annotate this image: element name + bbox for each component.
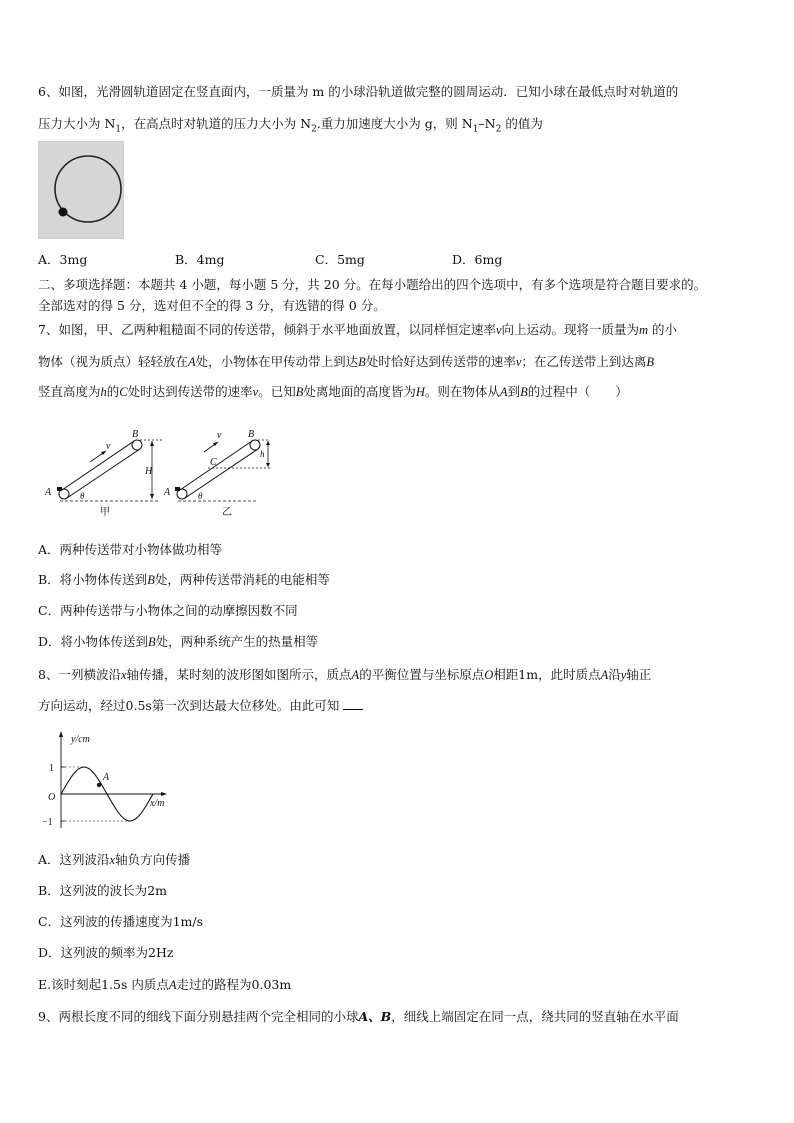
q8-option-value: 0.03m	[251, 977, 292, 992]
q7-option-var: B	[148, 635, 156, 649]
object-right	[175, 487, 180, 491]
q7-option-text: 处，两种系统产生的热量相等	[155, 634, 319, 649]
q7-text: 竖直高度为	[38, 384, 101, 399]
section2-instructions: 全部选对的得 5 分，选对但不全的得 3 分，有选错的得 0 分。	[38, 298, 386, 313]
q8-option-text: B．这列波的波长为	[38, 883, 148, 898]
label-b-left: B	[132, 429, 139, 440]
q6-text: ，在高点时对轨道的压力大小为 N	[121, 116, 312, 131]
q8-option-c[interactable]	[38, 914, 203, 930]
q7-var: h	[100, 385, 107, 399]
q6-option-b[interactable]: B．4mg	[175, 252, 225, 267]
label-c: C	[210, 457, 217, 468]
circular-track-figure	[39, 142, 123, 238]
q7-var: H	[415, 385, 425, 399]
q7-text: 7、如图，甲、乙两种粗糙面不同的传送带，倾斜于水平地面放置，以同样恒定速率	[38, 322, 496, 337]
q8-option-var: A	[168, 978, 177, 992]
q7-text: 物体（视为质点）轻轻放在	[38, 354, 189, 369]
q7-var: B	[295, 385, 304, 399]
label-theta-right: θ	[198, 491, 203, 501]
q8-var: x	[120, 668, 127, 682]
answer-blank[interactable]	[343, 697, 363, 710]
pulley-b-left	[132, 440, 142, 450]
q7-var: B	[358, 355, 366, 369]
q8-text: 的平衡位置与坐标原点	[359, 667, 485, 682]
q8-option-e[interactable]	[38, 977, 291, 993]
y-axis-label: y/cm	[71, 734, 90, 745]
arrowhead-h-bottom	[150, 494, 154, 499]
q6-sub: 2	[311, 124, 317, 135]
q8-option-text: 轴负方向传播	[115, 852, 191, 867]
q7-option-a[interactable]: A．两种传送带对小物体做功相等	[38, 542, 223, 557]
q8-text: 沿	[608, 667, 621, 682]
q8-text: 相距	[493, 667, 519, 682]
q8-option-text: A．这列波沿	[38, 852, 110, 867]
q6-text: 压力大小为 N	[38, 116, 116, 131]
q7-option-text: 处，两种传送带消耗的电能相等	[154, 572, 330, 587]
q7-var: v	[515, 355, 522, 369]
pulley-b-right	[250, 440, 260, 450]
conveyor-belts-figure	[40, 424, 270, 520]
q7-var: A	[188, 355, 196, 369]
q7-text: 到	[507, 384, 521, 399]
q7-var: B	[646, 355, 655, 369]
q8-value: 1m	[518, 667, 539, 682]
q8-text: ，此时质点	[538, 667, 601, 682]
q7-option-var: B	[147, 573, 155, 587]
q8-text: 方向运动，经过	[38, 698, 126, 713]
q7-option-text: D．将小物体传送到	[38, 634, 149, 649]
q7-text: 的小	[648, 322, 678, 337]
q7-text: 处，小物体在甲传动带上到达	[195, 354, 359, 369]
q8-option-value: 2Hz	[148, 945, 174, 960]
q7-text: 。则在物体从	[424, 384, 500, 399]
caption-yi: 乙	[222, 507, 232, 518]
q7-var: m	[639, 323, 649, 337]
q7-text: 处离地面的高度皆为	[303, 384, 416, 399]
q7-var: C	[119, 385, 128, 399]
q8-text: 第一次到达最大位移处。由此可知	[151, 698, 340, 713]
small-ball	[59, 208, 68, 217]
q8-var: y	[620, 668, 627, 682]
y-tick-label-1: 1	[49, 763, 54, 774]
q6-stem-line1: 6、如图，光滑圆轨道固定在竖直面内，一质量为 m 的小球沿轨道做完整的圆周运动．已知小球在最低点时对轨道的	[38, 84, 679, 99]
arrowhead-h-small-bottom	[266, 463, 270, 467]
belt-top-left	[62, 441, 134, 490]
q8-stem-line2	[38, 697, 363, 714]
q7-option-text: B．将小物体传送到	[38, 572, 148, 587]
belt-bottom-left	[67, 449, 140, 498]
q7-option-d[interactable]	[38, 634, 318, 650]
origin-label: O	[48, 792, 56, 803]
q8-option-a[interactable]	[38, 852, 190, 868]
q8-stem-line1	[38, 667, 651, 683]
q8-option-text: D．这列波的频率为	[38, 945, 149, 960]
q8-var: A	[600, 668, 609, 682]
q6-sub: 2	[495, 124, 502, 135]
q7-text: 。已知	[258, 384, 296, 399]
q6-text: .重力加速度大小为 g，则 N	[316, 116, 473, 131]
label-theta-left: θ	[80, 491, 85, 501]
q7-stem-line1	[38, 322, 677, 338]
q7-stem-line3	[38, 384, 628, 400]
q7-text: ；在乙传送带上到达离	[521, 354, 647, 369]
q7-var: v	[252, 385, 259, 399]
q9-stem-line1	[38, 1009, 679, 1025]
q6-stem-line2	[38, 116, 543, 138]
q8-option-text: 走过的路程为	[176, 977, 252, 992]
point-a-label: A	[103, 772, 110, 783]
q8-option-d[interactable]	[38, 945, 173, 961]
q8-text: 轴正	[626, 667, 652, 682]
section2-heading: 二、多项选择题：本题共 4 小题，每小题 5 分，共 20 分。在每小题给出的四个选项中，有多个选项是符合题目要求的。	[38, 277, 707, 292]
circular-track-photo	[38, 141, 124, 239]
x-axis-arrow	[161, 792, 167, 796]
label-a-left: A	[45, 487, 52, 498]
caption-jia: 甲	[100, 507, 110, 518]
label-b-right: B	[248, 429, 255, 440]
q8-var: O	[484, 668, 494, 682]
q6-text: 的值为	[501, 116, 543, 131]
q7-text: 处时达到传送带的速率	[127, 384, 253, 399]
label-v-right: v	[217, 430, 222, 441]
q7-var: A	[499, 385, 508, 399]
q8-text: 8、一列横波沿	[38, 667, 121, 682]
q8-option-value: 1m/s	[172, 914, 204, 929]
q7-text: 的过程中（ ）	[527, 384, 628, 399]
q8-value: 0.5s	[125, 698, 152, 713]
q7-text: 处时恰好达到传送带的速率	[365, 354, 516, 369]
q6-option-d[interactable]: D．6mg	[452, 252, 503, 267]
q7-var: B	[520, 385, 528, 399]
label-v-left: v	[106, 441, 111, 452]
q8-option-text: E.该时刻起	[38, 977, 102, 992]
q7-text: 的	[106, 384, 120, 399]
y-axis-arrow	[59, 731, 63, 737]
label-a-right: A	[164, 487, 171, 498]
q6-option-c[interactable]: C．5mg	[315, 252, 365, 267]
y-tick-label-neg1: −1	[42, 817, 53, 828]
q7-option-c[interactable]: C．两种传送带与小物体之间的动摩擦因数不同	[38, 603, 298, 618]
q8-option-b[interactable]	[38, 883, 167, 899]
q8-option-var: x	[109, 853, 116, 867]
object-left	[57, 487, 62, 491]
belt-bottom-right	[185, 449, 258, 498]
q8-option-text: 内质点	[127, 977, 169, 992]
q8-option-text: C．这列波的传播速度为	[38, 914, 173, 929]
q7-option-b[interactable]	[38, 572, 330, 588]
q7-stem-line2	[38, 354, 654, 370]
point-a	[97, 783, 101, 787]
q8-option-value: 1.5s	[101, 977, 128, 992]
q8-var: A	[351, 668, 360, 682]
x-axis-label: x/m	[150, 798, 165, 809]
q6-option-a[interactable]: A．3mg	[38, 252, 88, 267]
q9-text: ，细线上端固定在同一点，绕共同的竖直轴在水平面	[391, 1009, 679, 1024]
q6-text: –N	[478, 116, 496, 131]
q8-text: 轴传播，某时刻的波形图如图所示，质点	[126, 667, 352, 682]
q6-sub: 1	[472, 124, 479, 135]
wave-graph	[36, 728, 176, 836]
q6-sub: 1	[115, 124, 122, 135]
label-h-small: h	[260, 449, 265, 459]
q9-text: 9、两根长度不同的细线下面分别悬挂两个完全相同的小球	[38, 1009, 359, 1024]
label-h-big: H	[145, 466, 153, 477]
q7-text: 向上运动。现将一质量为	[501, 322, 640, 337]
arrowhead-h-small-top	[266, 441, 270, 445]
q9-var: A、B	[358, 1009, 392, 1024]
q8-option-value: 2m	[147, 883, 167, 898]
q7-var: v	[495, 323, 502, 337]
arrowhead-h-top	[150, 441, 154, 446]
